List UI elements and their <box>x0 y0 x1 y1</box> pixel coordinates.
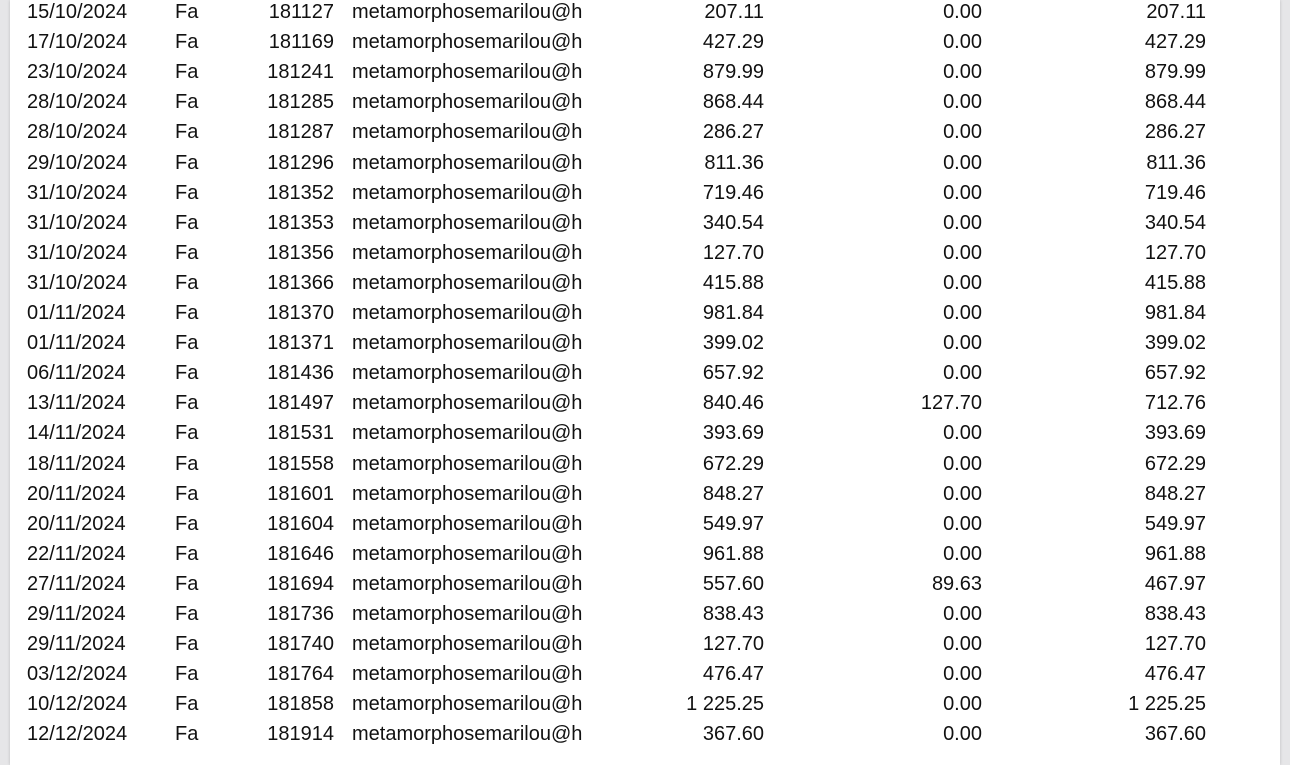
table-row <box>10 331 1280 361</box>
balance-amount: 467.97 <box>1144 572 1206 595</box>
table-row <box>10 271 1280 301</box>
document-type: Fa <box>175 271 199 294</box>
document-type: Fa <box>175 181 199 204</box>
document-type: Fa <box>175 603 199 625</box>
balance-amount: 657.92 <box>1144 362 1206 385</box>
invoice-number: 181371 <box>267 332 334 355</box>
invoice-date: 22/11/2024 <box>27 542 126 565</box>
table-row <box>10 572 1280 602</box>
document-type: Fa <box>175 572 199 595</box>
invoice-date: 01/11/2024 <box>27 332 126 355</box>
invoice-amount: 719.46 <box>702 181 764 204</box>
customer-email: metamorphosemarilou@h <box>352 422 583 445</box>
invoice-date: 28/10/2024 <box>27 91 128 114</box>
invoice-amount: 672.29 <box>702 452 764 475</box>
customer-email: metamorphosemarilou@h <box>352 482 583 505</box>
invoice-date: 12/12/2024 <box>27 723 128 746</box>
invoice-number: 181285 <box>267 91 334 114</box>
table-row <box>10 602 1280 632</box>
table-row <box>10 452 1280 482</box>
customer-email: metamorphosemarilou@h <box>352 542 583 565</box>
balance-amount: 286.27 <box>1144 121 1206 144</box>
invoice-number: 181241 <box>267 61 334 84</box>
paid-amount: 0.00 <box>943 211 982 234</box>
invoice-amount: 127.70 <box>702 241 764 264</box>
customer-email: metamorphosemarilou@h <box>352 302 583 324</box>
paid-amount: 0.00 <box>943 1 982 23</box>
table-row <box>10 632 1280 662</box>
invoice-number: 181436 <box>267 362 334 385</box>
invoice-number: 181127 <box>268 1 334 23</box>
invoice-number: 181352 <box>267 181 334 204</box>
invoice-number: 181601 <box>267 482 334 505</box>
paid-amount: 0.00 <box>943 422 982 445</box>
document-type: Fa <box>175 362 199 385</box>
balance-amount: 340.54 <box>1144 211 1206 234</box>
document-type: Fa <box>175 422 199 445</box>
customer-email: metamorphosemarilou@h <box>352 211 583 234</box>
balance-amount: 848.27 <box>1144 482 1206 505</box>
customer-email: metamorphosemarilou@h <box>352 392 583 415</box>
invoice-date: 03/12/2024 <box>27 663 128 686</box>
invoice-date: 29/10/2024 <box>27 151 128 174</box>
invoice-date: 29/11/2024 <box>27 603 126 625</box>
invoice-date: 15/10/2024 <box>27 1 128 23</box>
paid-amount: 0.00 <box>943 362 982 385</box>
customer-email: metamorphosemarilou@h <box>352 121 583 144</box>
document-type: Fa <box>175 633 199 656</box>
customer-email: metamorphosemarilou@h <box>352 151 583 174</box>
document-type: Fa <box>175 512 199 535</box>
customer-email: metamorphosemarilou@h <box>352 452 583 475</box>
balance-amount: 712.76 <box>1144 392 1206 415</box>
statement-page <box>10 0 1280 765</box>
table-row <box>10 211 1280 241</box>
table-row <box>10 391 1280 421</box>
table-row <box>10 421 1280 451</box>
invoice-number: 181169 <box>268 31 334 54</box>
customer-email: metamorphosemarilou@h <box>352 663 583 686</box>
invoice-number: 181736 <box>267 603 334 625</box>
invoice-number: 181858 <box>267 693 334 716</box>
customer-email: metamorphosemarilou@h <box>352 572 583 595</box>
invoice-date: 06/11/2024 <box>27 362 126 385</box>
table-row <box>10 241 1280 271</box>
invoice-amount: 840.46 <box>702 392 764 415</box>
paid-amount: 0.00 <box>943 663 982 686</box>
paid-amount: 0.00 <box>943 723 982 746</box>
customer-email: metamorphosemarilou@h <box>352 332 583 355</box>
paid-amount: 0.00 <box>943 452 982 475</box>
invoice-number: 181353 <box>267 211 334 234</box>
invoice-amount: 427.29 <box>702 31 764 54</box>
balance-amount: 879.99 <box>1144 61 1206 84</box>
invoice-amount: 838.43 <box>702 603 764 625</box>
invoice-amount: 868.44 <box>702 91 764 114</box>
customer-email: metamorphosemarilou@h <box>352 1 583 23</box>
invoice-date: 20/11/2024 <box>27 512 126 535</box>
balance-amount: 393.69 <box>1144 422 1206 445</box>
invoice-amount: 879.99 <box>702 61 764 84</box>
invoice-number: 181764 <box>267 663 334 686</box>
invoice-amount: 399.02 <box>702 332 764 355</box>
table-row <box>10 692 1280 722</box>
invoice-number: 181296 <box>267 151 334 174</box>
paid-amount: 0.00 <box>943 482 982 505</box>
balance-amount: 961.88 <box>1144 542 1206 565</box>
table-row <box>10 0 1280 30</box>
invoice-amount: 657.92 <box>702 362 764 385</box>
customer-email: metamorphosemarilou@h <box>352 91 583 114</box>
invoice-amount: 340.54 <box>702 211 764 234</box>
balance-amount: 367.60 <box>1144 723 1206 746</box>
balance-amount: 207.11 <box>1146 1 1206 23</box>
invoice-amount: 981.84 <box>702 302 764 324</box>
invoice-number: 181356 <box>267 241 334 264</box>
table-row <box>10 30 1280 60</box>
document-type: Fa <box>175 332 199 355</box>
invoice-amount: 557.60 <box>702 572 764 595</box>
invoice-number: 181914 <box>267 723 334 746</box>
customer-email: metamorphosemarilou@h <box>352 693 583 716</box>
paid-amount: 0.00 <box>943 241 982 264</box>
paid-amount: 0.00 <box>943 121 982 144</box>
balance-amount: 981.84 <box>1144 302 1206 324</box>
balance-amount: 127.70 <box>1144 241 1206 264</box>
balance-amount: 1 225.25 <box>1128 693 1206 716</box>
invoice-amount: 811.36 <box>704 151 764 174</box>
customer-email: metamorphosemarilou@h <box>352 61 583 84</box>
balance-amount: 476.47 <box>1144 663 1206 686</box>
invoice-date: 31/10/2024 <box>27 181 128 204</box>
table-row <box>10 482 1280 512</box>
paid-amount: 0.00 <box>943 603 982 625</box>
table-row <box>10 512 1280 542</box>
customer-email: metamorphosemarilou@h <box>352 181 583 204</box>
table-row <box>10 60 1280 90</box>
customer-email: metamorphosemarilou@h <box>352 603 583 625</box>
table-row <box>10 662 1280 692</box>
document-type: Fa <box>175 392 199 415</box>
table-row <box>10 181 1280 211</box>
invoice-date: 01/11/2024 <box>27 302 126 324</box>
balance-amount: 838.43 <box>1144 603 1206 625</box>
paid-amount: 0.00 <box>943 151 982 174</box>
customer-email: metamorphosemarilou@h <box>352 31 583 54</box>
paid-amount: 0.00 <box>943 181 982 204</box>
document-type: Fa <box>175 663 199 686</box>
paid-amount: 0.00 <box>943 91 982 114</box>
invoice-date: 28/10/2024 <box>27 121 128 144</box>
invoice-date: 14/11/2024 <box>27 422 126 445</box>
invoice-amount: 367.60 <box>702 723 764 746</box>
balance-amount: 415.88 <box>1144 271 1206 294</box>
document-type: Fa <box>175 211 199 234</box>
balance-amount: 672.29 <box>1144 452 1206 475</box>
invoice-date: 31/10/2024 <box>27 211 128 234</box>
invoice-date: 27/11/2024 <box>27 572 126 595</box>
document-type: Fa <box>175 302 199 324</box>
invoice-date: 18/11/2024 <box>27 452 126 475</box>
document-type: Fa <box>175 723 199 746</box>
invoice-amount: 549.97 <box>702 512 764 535</box>
invoice-amount: 961.88 <box>702 542 764 565</box>
customer-email: metamorphosemarilou@h <box>352 633 583 656</box>
invoice-amount: 127.70 <box>702 633 764 656</box>
table-row <box>10 90 1280 120</box>
document-type: Fa <box>175 241 199 264</box>
invoice-number: 181531 <box>267 422 334 445</box>
balance-amount: 719.46 <box>1144 181 1206 204</box>
customer-email: metamorphosemarilou@h <box>352 241 583 264</box>
invoice-amount: 848.27 <box>702 482 764 505</box>
document-type: Fa <box>175 91 199 114</box>
paid-amount: 0.00 <box>943 31 982 54</box>
paid-amount: 0.00 <box>943 542 982 565</box>
invoice-date: 13/11/2024 <box>27 392 126 415</box>
document-type: Fa <box>175 452 199 475</box>
paid-amount: 0.00 <box>943 512 982 535</box>
invoice-date: 29/11/2024 <box>27 633 126 656</box>
invoice-number: 181558 <box>267 452 334 475</box>
invoice-date: 23/10/2024 <box>27 61 128 84</box>
paid-amount: 0.00 <box>943 61 982 84</box>
invoice-amount: 1 225.25 <box>686 693 764 716</box>
document-type: Fa <box>175 121 199 144</box>
document-type: Fa <box>175 482 199 505</box>
document-type: Fa <box>175 693 199 716</box>
invoice-amount: 286.27 <box>702 121 764 144</box>
document-type: Fa <box>175 31 199 54</box>
balance-amount: 868.44 <box>1144 91 1206 114</box>
balance-amount: 399.02 <box>1144 332 1206 355</box>
invoice-amount: 393.69 <box>702 422 764 445</box>
customer-email: metamorphosemarilou@h <box>352 512 583 535</box>
table-row <box>10 151 1280 181</box>
invoice-date: 31/10/2024 <box>27 241 128 264</box>
invoice-number: 181740 <box>267 633 334 656</box>
invoice-date: 17/10/2024 <box>27 31 128 54</box>
invoice-date: 31/10/2024 <box>27 271 128 294</box>
invoice-amount: 476.47 <box>702 663 764 686</box>
invoice-number: 181366 <box>267 271 334 294</box>
document-type: Fa <box>175 542 199 565</box>
invoice-number: 181287 <box>267 121 334 144</box>
table-row <box>10 722 1280 752</box>
customer-email: metamorphosemarilou@h <box>352 271 583 294</box>
invoice-amount: 415.88 <box>702 271 764 294</box>
invoice-number: 181370 <box>267 302 334 324</box>
balance-amount: 127.70 <box>1144 633 1206 656</box>
paid-amount: 0.00 <box>943 302 982 324</box>
customer-email: metamorphosemarilou@h <box>352 362 583 385</box>
invoice-number: 181497 <box>267 392 334 415</box>
document-type: Fa <box>175 151 199 174</box>
invoice-number: 181604 <box>267 512 334 535</box>
paid-amount: 0.00 <box>943 271 982 294</box>
customer-email: metamorphosemarilou@h <box>352 723 583 746</box>
invoice-number: 181694 <box>267 572 334 595</box>
table-row <box>10 361 1280 391</box>
table-row <box>10 301 1280 331</box>
paid-amount: 89.63 <box>931 572 982 595</box>
table-row <box>10 120 1280 150</box>
table-row <box>10 542 1280 572</box>
paid-amount: 0.00 <box>943 693 982 716</box>
invoice-date: 20/11/2024 <box>27 482 126 505</box>
paid-amount: 127.70 <box>920 392 982 415</box>
invoice-number: 181646 <box>267 542 334 565</box>
invoice-date: 10/12/2024 <box>27 693 128 716</box>
paid-amount: 0.00 <box>943 633 982 656</box>
invoice-amount: 207.11 <box>704 1 764 23</box>
paid-amount: 0.00 <box>943 332 982 355</box>
balance-amount: 549.97 <box>1144 512 1206 535</box>
document-type: Fa <box>175 1 199 23</box>
document-type: Fa <box>175 61 199 84</box>
balance-amount: 427.29 <box>1144 31 1206 54</box>
balance-amount: 811.36 <box>1146 151 1206 174</box>
